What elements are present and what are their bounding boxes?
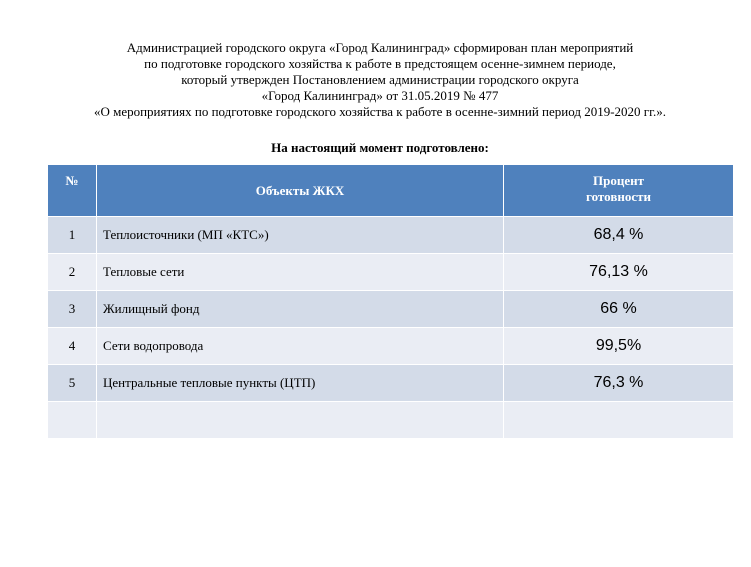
row-object xyxy=(97,402,504,439)
readiness-table xyxy=(47,164,734,439)
row-object: Сети водопровода xyxy=(97,328,504,365)
row-object: Тепловые сети xyxy=(97,254,504,291)
header-object: Объекты ЖКХ xyxy=(97,165,504,217)
table-row xyxy=(48,328,734,365)
table-header-row xyxy=(48,165,734,217)
intro-line: по подготовке городского хозяйства к работе в предстоящем осенне-зимнем периоде, xyxy=(144,56,616,71)
row-percent: 99,5% xyxy=(504,328,734,365)
header-percent-line1: Процент xyxy=(593,173,644,188)
row-number: 5 xyxy=(48,365,97,402)
row-number: 3 xyxy=(48,291,97,328)
row-percent: 68,4 % xyxy=(504,217,734,254)
intro-text xyxy=(40,40,720,120)
intro-line: который утвержден Постановлением администрации городского округа xyxy=(181,72,579,87)
row-object: Жилищный фонд xyxy=(97,291,504,328)
intro-line: Администрацией городского округа «Город Калининград» сформирован план мероприятий xyxy=(126,40,634,55)
row-number: 2 xyxy=(48,254,97,291)
table-row xyxy=(48,254,734,291)
row-percent: 76,13 % xyxy=(504,254,734,291)
row-number xyxy=(48,402,97,439)
row-number: 1 xyxy=(48,217,97,254)
intro-line: «О мероприятиях по подготовке городского хозяйства к работе в осенне-зимний период 2019-2020 гг.». xyxy=(93,104,667,119)
row-object: Теплоисточники (МП «КТС») xyxy=(97,217,504,254)
row-object: Центральные тепловые пункты (ЦТП) xyxy=(97,365,504,402)
table-row xyxy=(48,291,734,328)
header-number: № xyxy=(48,165,97,217)
header-percent xyxy=(504,165,734,217)
table-row-empty xyxy=(48,402,734,439)
row-percent: 66 % xyxy=(504,291,734,328)
table-row xyxy=(48,365,734,402)
row-number: 4 xyxy=(48,328,97,365)
row-percent xyxy=(504,402,734,439)
row-percent: 76,3 % xyxy=(504,365,734,402)
table-row xyxy=(48,217,734,254)
header-percent-line2: готовности xyxy=(586,189,651,204)
subtitle: На настоящий момент подготовлено: xyxy=(271,140,489,155)
intro-line: «Город Калининград» от 31.05.2019 № 477 xyxy=(261,88,499,103)
